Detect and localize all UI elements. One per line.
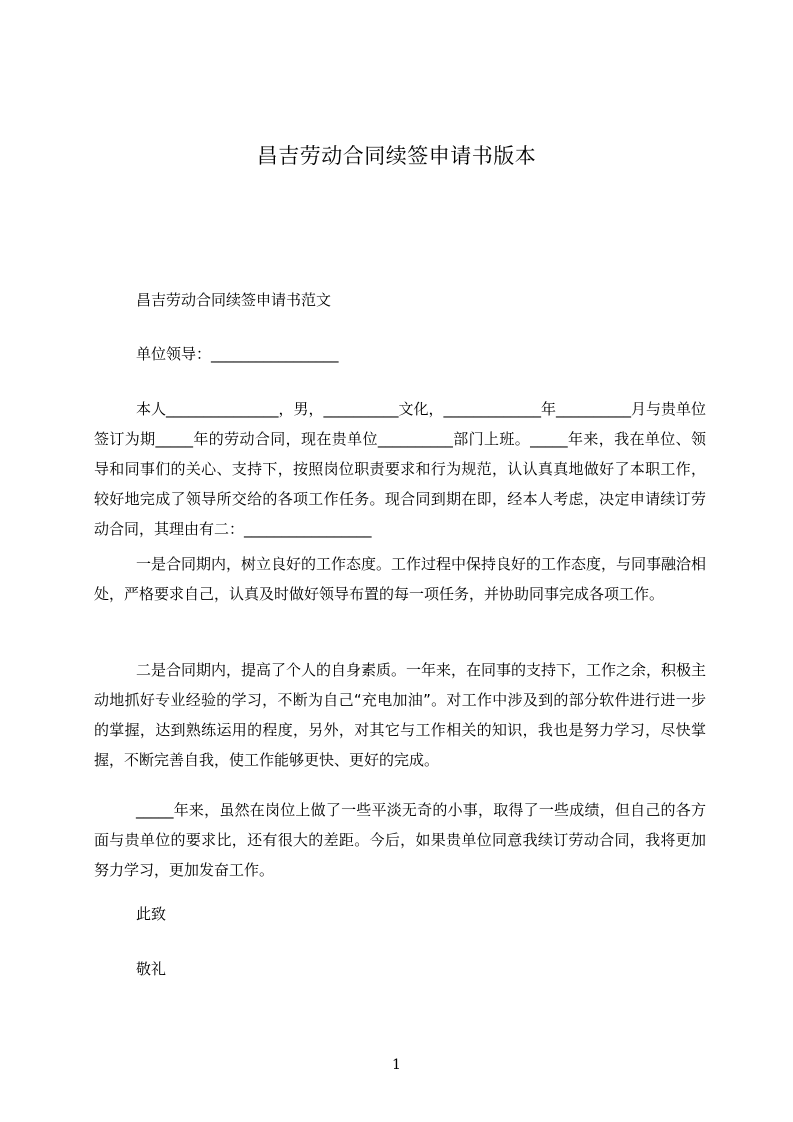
salutation: 单位领导：_________________ [136,345,339,363]
document-title: 昌吉劳动合同续签申请书版本 [256,144,537,168]
closing-cizhi: 此致 [136,905,167,923]
document-subtitle: 昌吉劳动合同续签申请书范文 [136,291,332,309]
paragraph-conclusion: _____年来，虽然在岗位上做了一些平淡无奇的小事，取得了一些成绩，但自己的各方面与贵单位的要求比，还有很大的差距。今后，如果贵单位同意我续订劳动合同，我将更加努力学习，更加发奋工作。 [94,801,706,879]
page-number: 1 [392,1057,401,1073]
closing-jingli: 敬礼 [136,960,167,978]
paragraph-reason-one: 一是合同期内，树立良好的工作态度。工作过程中保持良好的工作态度，与同事融洽相处，严格要求自己，认真及时做好领导布置的每一项任务，并协助同事完成各项工作。 [94,555,707,603]
paragraph-reason-two: 二是合同期内，提高了个人的自身素质。一年来，在同事的支持下，工作之余，积极主动地抓好专业经验的学习，不断为自己“充电加油”。对工作中涉及到的部分软件进行进一步的掌握，达到熟练运用的程度，另外，对其它与工作相关的知识，我也是努力学习，尽快掌握，不断完善自我，使工作能够更快、更好的完成。 [94,661,707,769]
paragraph-intro: 本人_______________，男，__________文化，_____________年__________月与贵单位签订为期_____年的劳动合同，现在贵单位__________部门上班。_____年来，我在单位、领导和同事们的关心、支持下，按照岗位职责要求和行为规范，认认真真地做好了本职工作，较好地完成了领导所交给的各项工作任务。现合同到期在即，经本人考虑，决定申请续订劳动合同，其理由有二：_________________ [94,400,707,538]
